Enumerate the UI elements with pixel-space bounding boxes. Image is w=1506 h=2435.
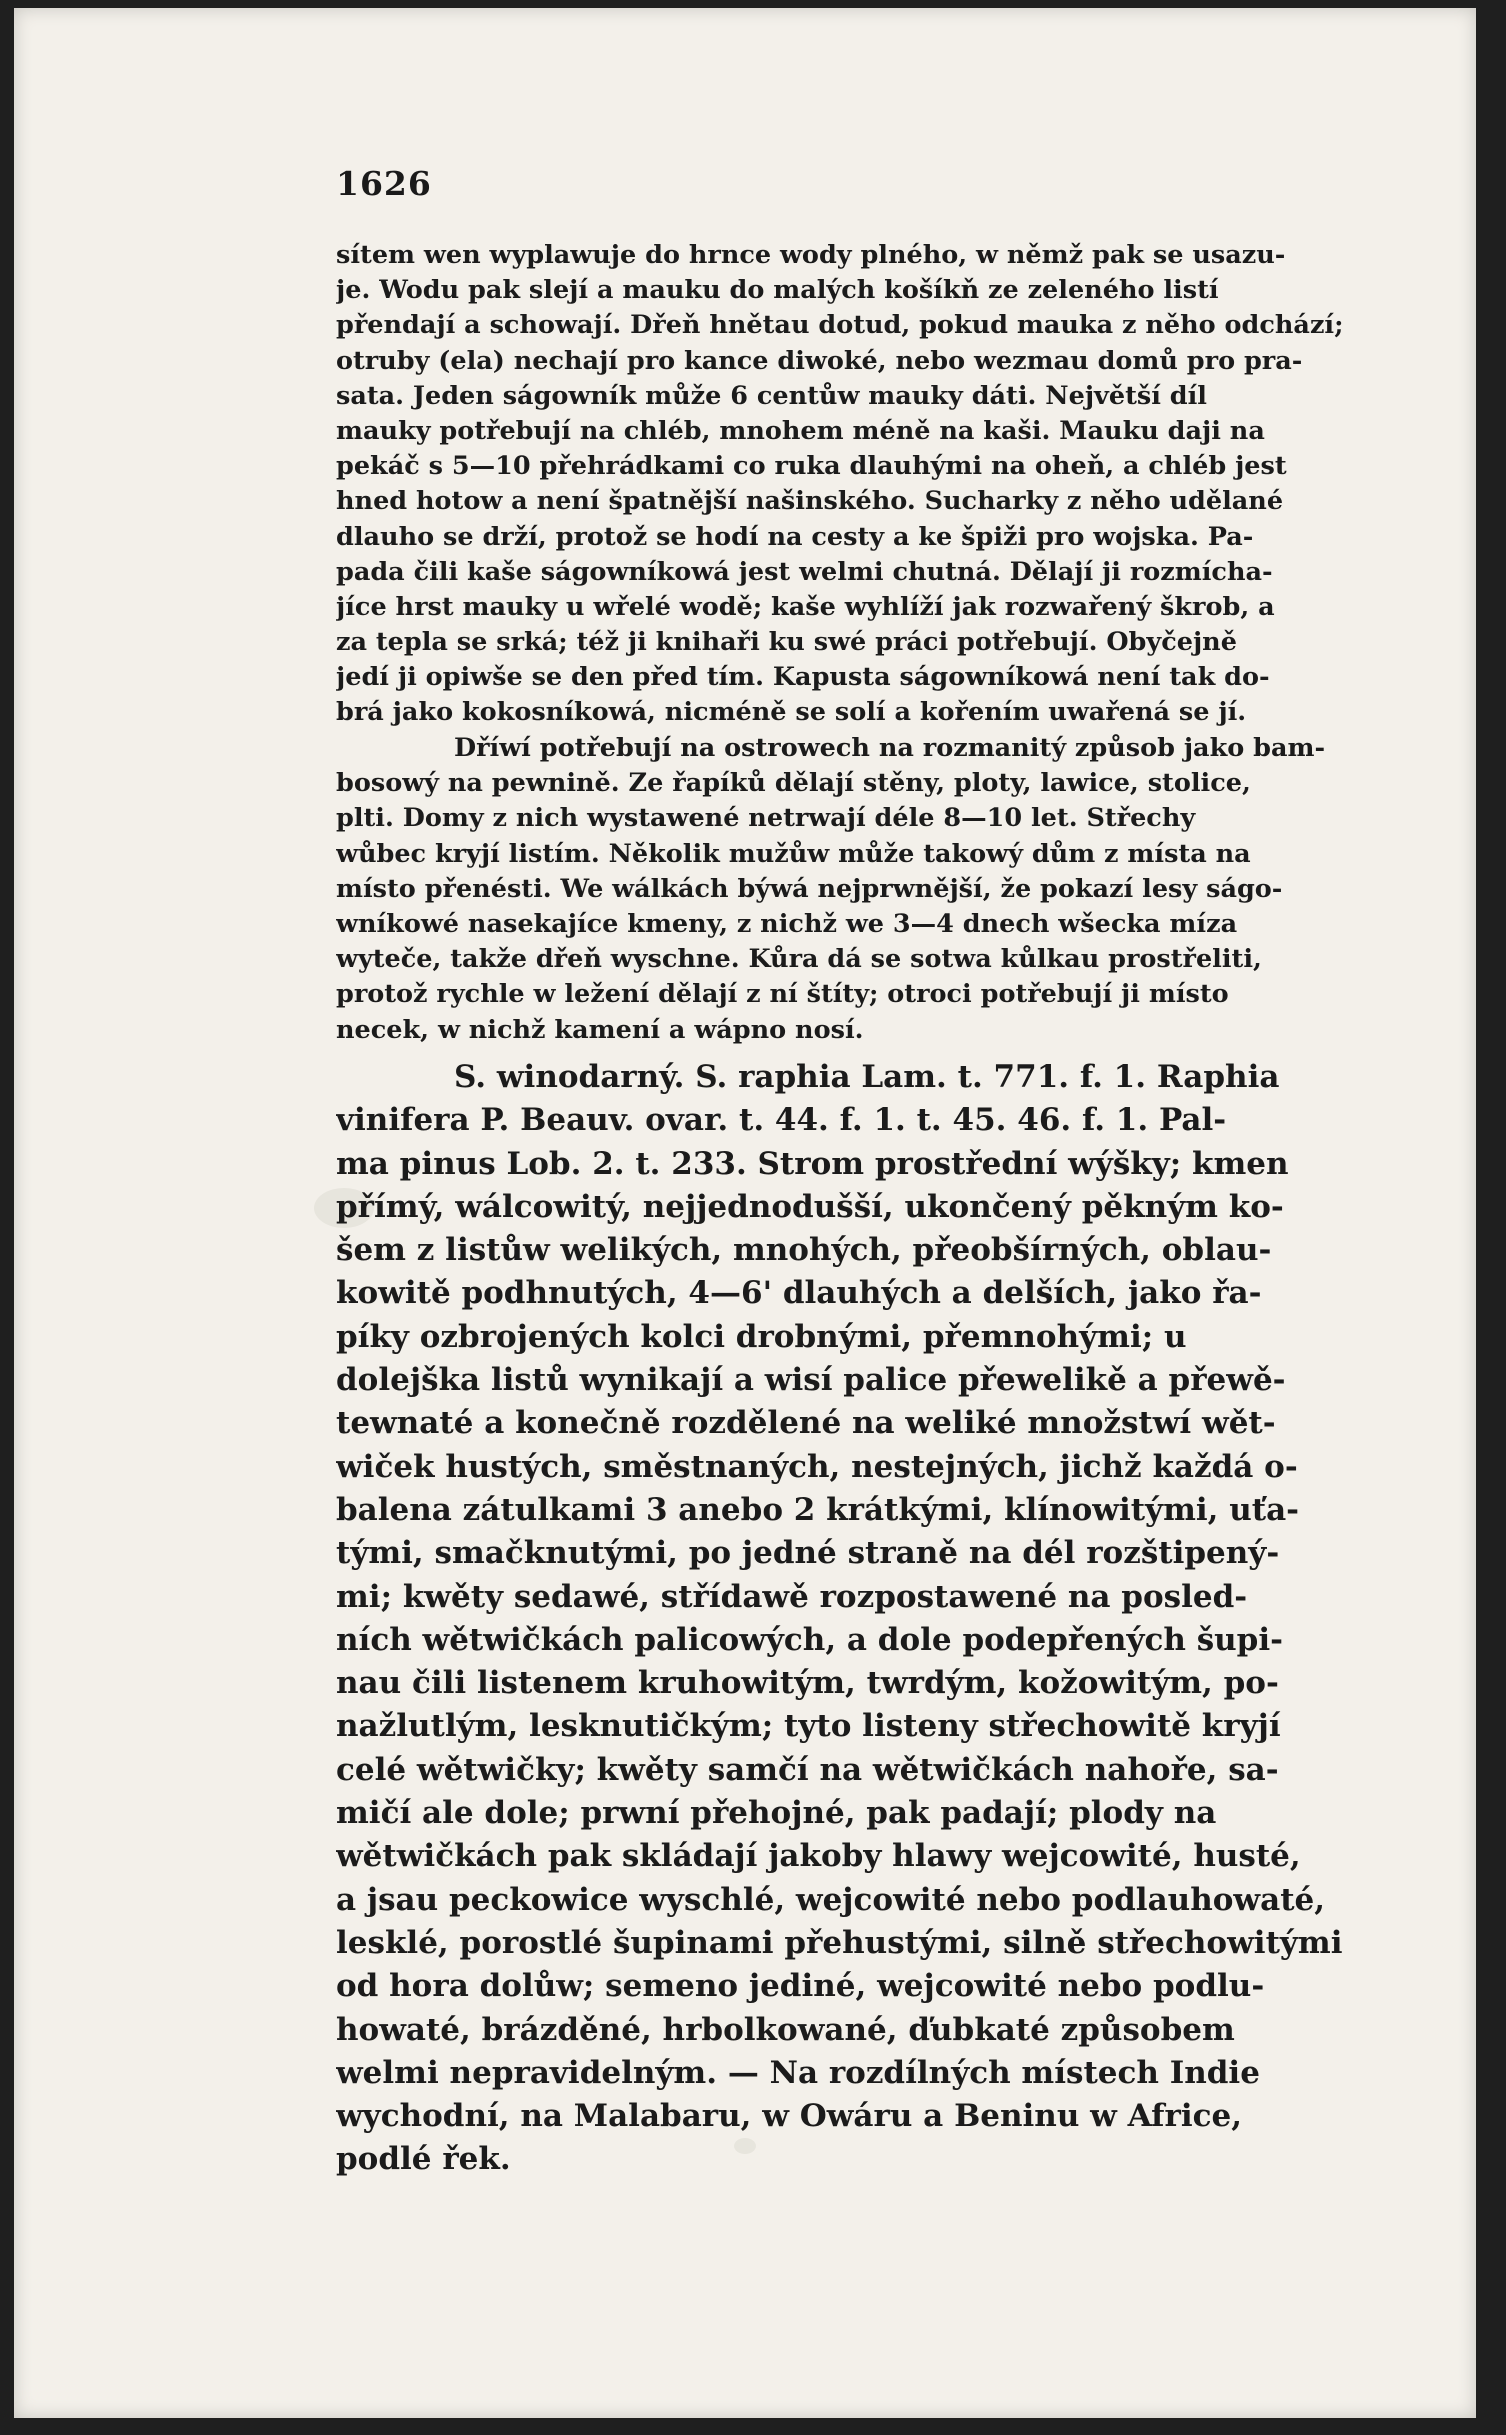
text-line: mi; kwěty sedawé, střídawě rozpostawené na posled- [336,1578,1248,1615]
text-line: přímý, wálcowitý, nejjednodušší, ukončený pěkným ko- [336,1188,1284,1225]
text-line: píky ozbrojených kolci drobnými, přemnohými; u [336,1318,1187,1355]
text-line: šem z listůw welikých, mnohých, přeobšírných, oblau- [336,1232,1272,1269]
text-line: balena zátulkami 3 anebo 2 krátkými, klínowitými, uťa- [336,1491,1300,1528]
text-line: ma pinus Lob. 2. t. 233. Strom prostřední wýšky; kmen [336,1145,1289,1182]
text-line: dolejška listů wynikají a wisí palice přewelikě a přewě- [336,1362,1286,1399]
text-line: wůbec kryjí listím. Několik mužůw může takowý dům z místa na [336,838,1251,869]
text-line: od hora dolůw; semeno jediné, wejcowité nebo podlu- [336,1968,1265,2005]
text-line: pada čili kaše ságowníkowá jest welmi chutná. Dělají ji rozmícha- [336,556,1273,587]
paragraph-sago-flour [336,238,1436,731]
text-line: wětwičkách pak skládají jakoby hlawy wejcowité, husté, [336,1838,1301,1875]
text-line: vinifera P. Beauv. ovar. t. 44. f. 1. t. 45. 46. f. 1. Pal- [336,1102,1227,1139]
text-line: jedí ji opiwše se den před tím. Kapusta ságowníkowá není tak do- [336,662,1270,693]
text-line: howaté, brázděné, hrbolkowané, ďubkaté způsobem [336,2011,1235,2048]
text-line: místo přenésti. We wálkách býwá nejprwnější, že pokazí lesy ságo- [336,873,1283,904]
text-line: přendají a schowají. Dřeň hnětau dotud, pokud mauka z něho odchází; [336,310,1344,341]
paragraph-sago-wood [336,731,1436,1048]
text-line: celé wětwičky; kwěty samčí na wětwičkách nahoře, sa- [336,1751,1279,1788]
text-line: protož rychle w ležení dělají z ní štíty; otroci potřebují ji místo [336,979,1229,1010]
text-line: nažlutlým, lesknutičkým; tyto listeny střechowitě kryjí [336,1708,1281,1745]
text-line: wníkowé nasekajíce kmeny, z nichž we 3—4 dnech wšecka míza [336,908,1238,939]
text-line: bosowý na pewnině. Ze řapíků dělají stěny, ploty, lawice, stolice, [336,768,1251,799]
text-line: otruby (ela) nechají pro kance diwoké, nebo wezmau domů pro pra- [336,345,1303,376]
text-line: pekáč s 5—10 přehrádkami co ruka dlauhými na oheň, a chléb jest [336,451,1287,482]
text-line: welmi nepravidelným. — Na rozdílných místech Indie [336,2054,1260,2091]
text-line: plti. Domy z nich wystawené netrwají déle 8—10 let. Střechy [336,803,1196,834]
text-line: jíce hrst mauky u wřelé wodě; kaše wyhlíží jak rozwařený škrob, a [336,591,1275,622]
text-line: za tepla se srká; též ji knihaři ku swé práci potřebují. Obyčejně [336,627,1237,658]
text-line: mauky potřebují na chléb, mnohem méně na kaši. Mauku daji na [336,415,1265,446]
text-line: wiček hustých, směstnaných, nestejných, jichž každá o- [336,1448,1298,1485]
text-line: wyteče, takže dřeň wyschne. Kůra dá se sotwa kůlkau prostřeliti, [336,944,1262,975]
text-line: nau čili listenem kruhowitým, twrdým, kožowitým, po- [336,1665,1279,1702]
text-line: sítem wen wyplawuje do hrnce wody plného, w němž pak se usazu- [336,240,1286,270]
text-line: necek, w nichž kamení a wápno nosí. [336,1014,864,1045]
text-line: podlé řek. [336,2141,511,2178]
page-number: 1626 [336,164,432,203]
text-line: ních wětwičkách palicowých, a dole podepřených šupi- [336,1621,1283,1658]
text-line: tewnaté a konečně rozdělené na weliké množstwí wět- [336,1405,1276,1442]
text-line: tými, smačknutými, po jedné straně na dél rozštipený- [336,1535,1280,1572]
text-line: Dříwí potřebují na ostrowech na rozmanitý způsob jako bam- [454,733,1326,763]
text-line: kowitě podhnutých, 4—6' dlauhých a delších, jako řa- [336,1275,1262,1312]
text-line: lesklé, porostlé šupinami přehustými, silně střechowitými [336,1924,1343,1961]
text-line: sata. Jeden ságowník může 6 centůw mauky dáti. Největší díl [336,380,1207,411]
text-line: hned hotow a není špatnější našinského. Sucharky z něho udělané [336,486,1284,517]
text-line: a jsau peckowice wyschlé, wejcowité nebo podlauhowaté, [336,1881,1326,1918]
text-line: wychodní, na Malabaru, w Owáru a Beninu w Africe, [336,2098,1242,2135]
paragraph-raphia-vinifera [336,1056,1436,2182]
text-line: je. Wodu pak slejí a mauku do malých košíkň ze zeleného listí [336,275,1219,306]
text-line: mičí ale dole; prwní přehojné, pak padají; plody na [336,1795,1217,1832]
book-page [14,8,1476,2418]
text-line: brá jako kokosníkowá, nicméně se solí a kořením uwařená se jí. [336,697,1247,728]
text-line: S. winodarný. S. raphia Lam. t. 771. f. 1. Raphia [454,1059,1280,1095]
text-line: dlauho se drží, protož se hodí na cesty a ke špiži pro wojska. Pa- [336,521,1254,552]
